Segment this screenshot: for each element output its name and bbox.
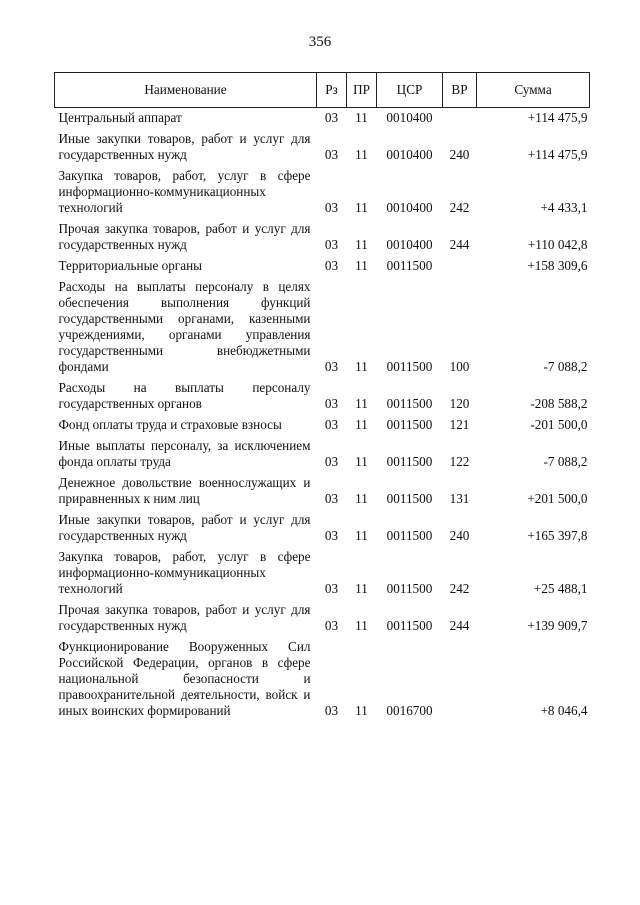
row-vr: 122 [449,454,470,469]
row-name: Иные закупки товаров, работ и услуг для государственных нужд [58,512,311,543]
row-rz: 03 [324,359,339,374]
row-sum: +201 500,0 [527,491,588,506]
row-name: Иные закупки товаров, работ и услуг для государственных нужд [58,131,311,162]
row-rz: 03 [324,110,339,125]
row-vr [443,256,477,277]
row-pr: 11 [355,618,368,633]
row-csr: 0016700 [386,703,433,718]
row-pr: 11 [355,396,368,411]
row-vr: 242 [449,581,470,596]
row-sum: +165 397,8 [527,528,588,543]
row-sum: +8 046,4 [540,703,588,718]
row-pr: 11 [355,258,368,273]
row-name: Фонд оплаты труда и страховые взносы [58,417,282,432]
row-name: Расходы на выплаты персоналу в целях обеспечения выполнения функций государственными органами, казенными учреждениями, органами управления государственными внебюджетными фондами [58,279,311,374]
row-vr: 120 [449,396,470,411]
row-rz: 03 [324,417,339,432]
row-sum: -7 088,2 [543,359,588,374]
header-rz: Рз [317,73,347,108]
row-pr: 11 [355,200,368,215]
table-body [55,108,590,723]
row-pr: 11 [355,491,368,506]
row-rz: 03 [324,528,339,543]
row-pr: 11 [355,528,368,543]
row-rz: 03 [324,396,339,411]
row-pr: 11 [355,581,368,596]
row-sum: -201 500,0 [530,417,588,432]
row-pr: 11 [355,454,368,469]
row-vr: 244 [449,618,470,633]
row-vr: 240 [449,147,470,162]
row-sum: +25 488,1 [533,581,588,596]
header-vr: ВР [443,73,477,108]
row-rz: 03 [324,491,339,506]
row-csr: 0011500 [386,454,433,469]
row-rz: 03 [324,237,339,252]
row-rz: 03 [324,581,339,596]
row-sum: +158 309,6 [527,258,588,273]
page-number: 356 [308,34,332,50]
row-rz: 03 [324,200,339,215]
header-sum: Сумма [477,73,590,108]
row-vr [443,108,477,130]
row-sum: +139 909,7 [527,618,588,633]
row-csr: 0011500 [386,618,433,633]
table-header [55,73,590,108]
row-vr [443,637,477,722]
row-sum: -208 588,2 [530,396,588,411]
row-vr: 242 [449,200,470,215]
row-csr: 0011500 [386,417,433,432]
table-row [55,256,590,277]
row-csr: 0011500 [386,581,433,596]
row-pr: 11 [355,237,368,252]
row-csr: 0011500 [386,491,433,506]
row-csr: 0011500 [386,528,433,543]
row-csr: 0010400 [386,110,433,125]
row-name: Закупка товаров, работ, услуг в сфере информационно-коммуникационных технологий [58,549,311,596]
row-csr: 0011500 [386,396,433,411]
header-csr: ЦСР [377,73,443,108]
table-row [55,129,590,166]
table-row [55,108,590,130]
row-name: Функционирование Вооруженных Сил Российской Федерации, органов в сфере национальной безопасности и правоохранительной деятельности, войск и иных воинских формирований [58,639,311,718]
row-rz: 03 [324,703,339,718]
row-rz: 03 [324,454,339,469]
header-name: Наименование [55,73,317,108]
table-row [55,473,590,510]
table-row [55,637,590,722]
row-rz: 03 [324,258,339,273]
row-vr: 244 [449,237,470,252]
row-sum: +114 475,9 [527,110,588,125]
header-pr: ПР [347,73,377,108]
row-name: Денежное довольствие военнослужащих и приравненных к ним лиц [58,475,311,506]
table-row [55,436,590,473]
table-row [55,510,590,547]
row-name: Прочая закупка товаров, работ и услуг для государственных нужд [58,221,311,252]
row-vr: 121 [449,417,470,432]
row-csr: 0011500 [386,359,433,374]
row-pr: 11 [355,417,368,432]
row-name: Закупка товаров, работ, услуг в сфере информационно-коммуникационных технологий [58,168,311,215]
row-name: Прочая закупка товаров, работ и услуг для государственных нужд [58,602,311,633]
row-pr: 11 [355,703,368,718]
table-row [55,415,590,436]
row-pr: 11 [355,110,368,125]
row-sum: +110 042,8 [527,237,588,252]
row-csr: 0010400 [386,237,433,252]
row-name: Территориальные органы [58,258,202,273]
table-row [55,219,590,256]
row-csr: 0010400 [386,200,433,215]
row-pr: 11 [355,359,368,374]
row-sum: +4 433,1 [540,200,588,215]
row-sum: -7 088,2 [543,454,588,469]
row-csr: 0010400 [386,147,433,162]
row-vr: 100 [449,359,470,374]
budget-table [54,72,590,722]
row-pr: 11 [355,147,368,162]
row-name: Расходы на выплаты персоналу государственных органов [58,380,311,411]
row-name: Иные выплаты персоналу, за исключением фонда оплаты труда [58,438,311,469]
table-row [55,277,590,378]
row-rz: 03 [324,618,339,633]
row-vr: 131 [449,491,470,506]
row-sum: +114 475,9 [527,147,588,162]
row-csr: 0011500 [386,258,433,273]
table-row [55,600,590,637]
row-name: Центральный аппарат [58,110,182,125]
table-row [55,378,590,415]
row-rz: 03 [324,147,339,162]
table-row [55,547,590,600]
table-row [55,166,590,219]
row-vr: 240 [449,528,470,543]
